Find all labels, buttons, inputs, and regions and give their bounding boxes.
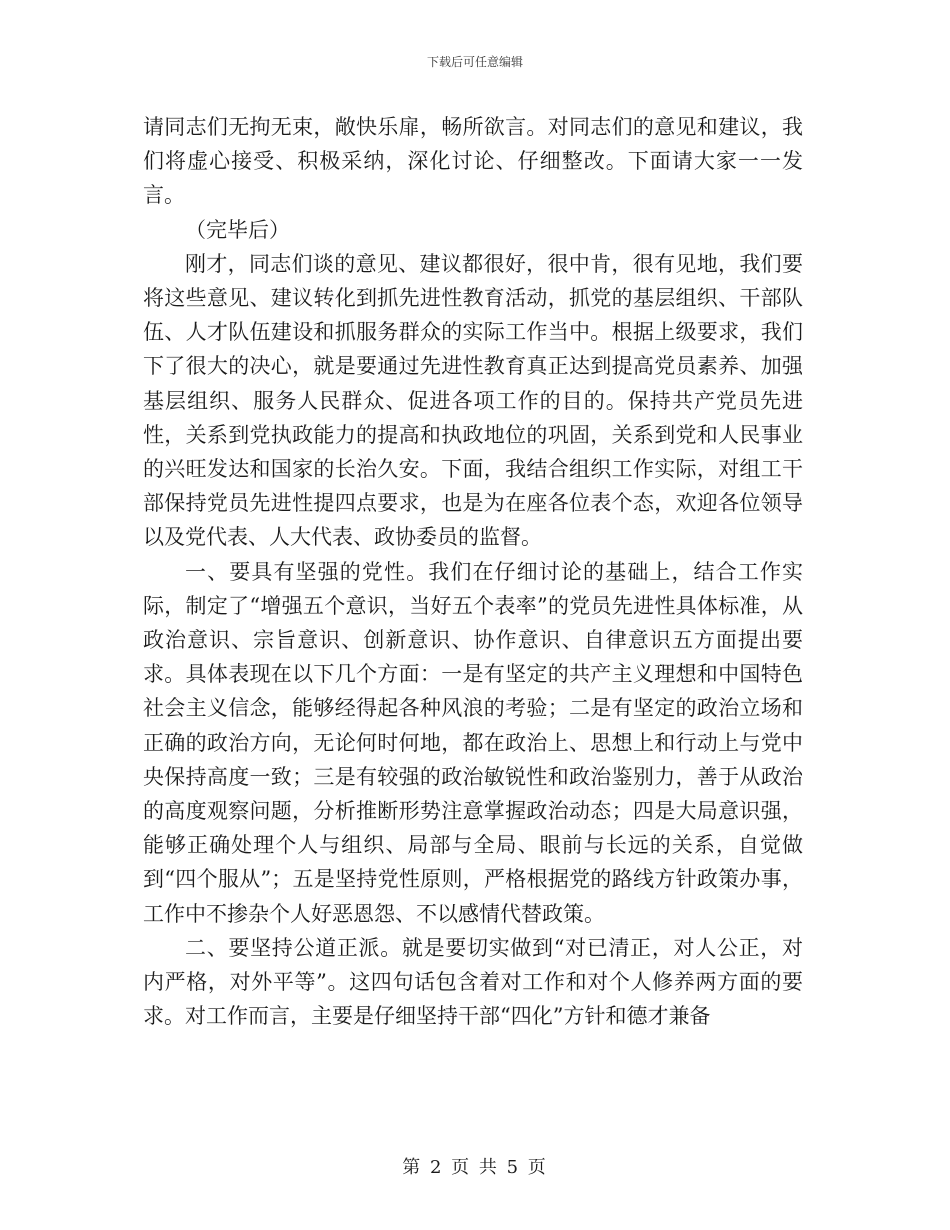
page-number: 第 2 页 共 5 页 xyxy=(402,1157,548,1178)
paragraph-point-two: 二、要坚持公道正派。就是要切实做到“对已清正，对人公正，对内严格，对外平等”。这四句话包含着对工作和对个人修养两方面的要求。对工作而言，主要是仔细坚持干部“四化”方针和德才兼备 xyxy=(143,935,803,1029)
paragraph-summary: 刚才，同志们谈的意见、建议都很好，很中肯，很有见地，我们要将这些意见、建议转化到抓先进性教育活动，抓党的基层组织、干部队伍、人才队伍建设和抓服务群众的实际工作当中。根据上级要求，我们下了很大的决心，就是要通过先进性教育真正达到提高党员素养、加强基层组织、服务人民群众、促进各项工作的目的。保持共产党员先进性，关系到党执政能力的提高和执政地位的巩固，关系到党和人民事业的兴旺发达和国家的长治久安。下面，我结合组织工作实际，对组工干部保持党员先进性提四点要求，也是为在座各位表个态，欢迎各位领导以及党代表、人大代表、政协委员的监督。 xyxy=(143,251,803,550)
paragraph-aside: （完毕后） xyxy=(185,217,290,242)
paragraph-point-one: 一、要具有坚强的党性。我们在仔细讨论的基础上，结合工作实际，制定了“增强五个意识，当好五个表率”的党员先进性具体标准，从政治意识、宗旨意识、创新意识、协作意识、自律意识五方面提出要求。具体表现在以下几个方面：一是有坚定的共产主义理想和中国特色社会主义信念，能够经得起各种风浪的考验；二是有坚定的政治立场和正确的政治方向，无论何时何地，都在政治上、思想上和行动上与党中央保持高度一致；三是有较强的政治敏锐性和政治鉴别力，善于从政治的高度观察问题，分析推断形势注意掌握政治动态；四是大局意识强，能够正确处理个人与组织、局部与全局、眼前与长远的关系，自觉做到“四个服从”；五是坚持党性原则，严格根据党的路线方针政策办事，工作中不掺杂个人好恶恩怨、不以感情代替政策。 xyxy=(143,559,803,926)
page-header-note: 下载后可任意编辑 xyxy=(426,55,523,69)
paragraph-opening: 请同志们无拘无束，敞快乐扉，畅所欲言。对同志们的意见和建议，我们将虚心接受、积极采纳，深化讨论、仔细整改。下面请大家一一发言。 xyxy=(143,115,803,208)
document-body xyxy=(143,110,803,1033)
